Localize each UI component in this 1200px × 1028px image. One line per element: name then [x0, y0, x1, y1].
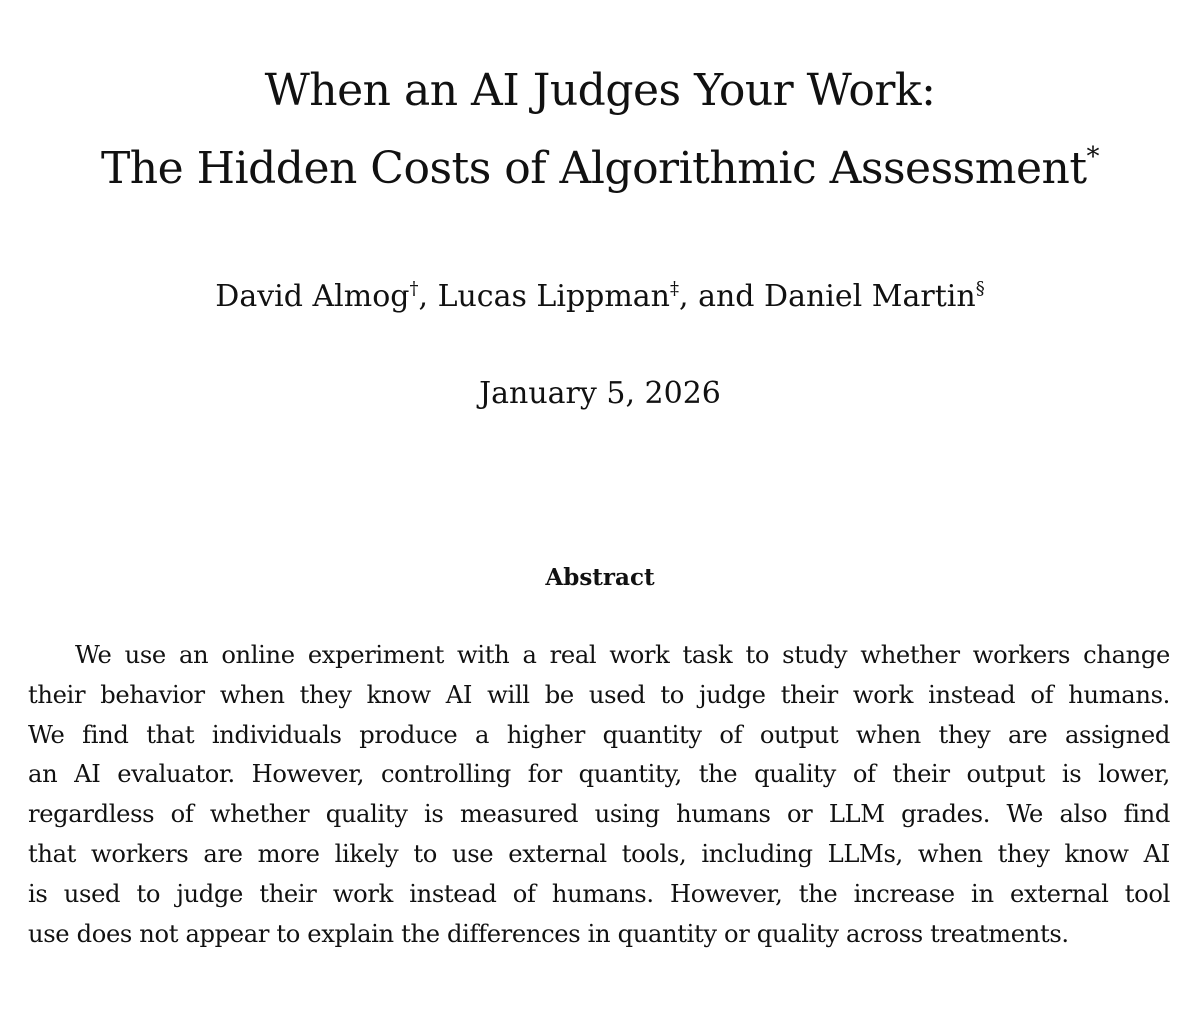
- abstract-line: use does not appear to explain the differences in quantity or quality across treatments.: [28, 919, 1069, 948]
- author-footnote-mark[interactable]: ‡: [670, 278, 680, 299]
- author-name: Daniel Martin: [764, 279, 976, 314]
- author-footnote-mark[interactable]: †: [409, 278, 419, 299]
- abstract-line: that workers are more likely to use external tools, including LLMs, when they know AI: [28, 839, 1170, 868]
- title-line-1: When an AI Judges Your Work:: [264, 65, 936, 116]
- author-list: [0, 277, 1200, 317]
- paper-title: [0, 52, 1200, 208]
- publication-date: January 5, 2026: [479, 376, 721, 411]
- abstract-line: We use an online experiment with a real work task to study whether workers change: [75, 641, 1170, 669]
- author-separator: , and: [679, 279, 765, 314]
- title-line-2: [0, 130, 1200, 208]
- abstract-line: is used to judge their work instead of humans. However, the increase in external tool: [28, 879, 1170, 908]
- abstract-line: regardless of whether quality is measured using humans or LLM grades. We also find: [28, 800, 1170, 829]
- abstract-line: their behavior when they know AI will be used to judge their work instead of humans.: [28, 680, 1170, 709]
- abstract-line: We find that individuals produce a higher quantity of output when they are assigned: [28, 720, 1170, 749]
- author-footnote-mark[interactable]: §: [975, 278, 985, 299]
- author-separator: ,: [418, 279, 438, 314]
- author-name: David Almog: [215, 279, 410, 314]
- abstract-heading: Abstract: [545, 564, 655, 591]
- abstract-line: an AI evaluator. However, controlling for quantity, the quality of their output is lower,: [28, 760, 1170, 789]
- abstract-body: [28, 636, 1170, 954]
- title-line-2-text: The Hidden Costs of Algorithmic Assessment: [100, 143, 1087, 194]
- title-footnote-mark[interactable]: *: [1086, 142, 1100, 172]
- author-name: Lucas Lippman: [437, 279, 671, 314]
